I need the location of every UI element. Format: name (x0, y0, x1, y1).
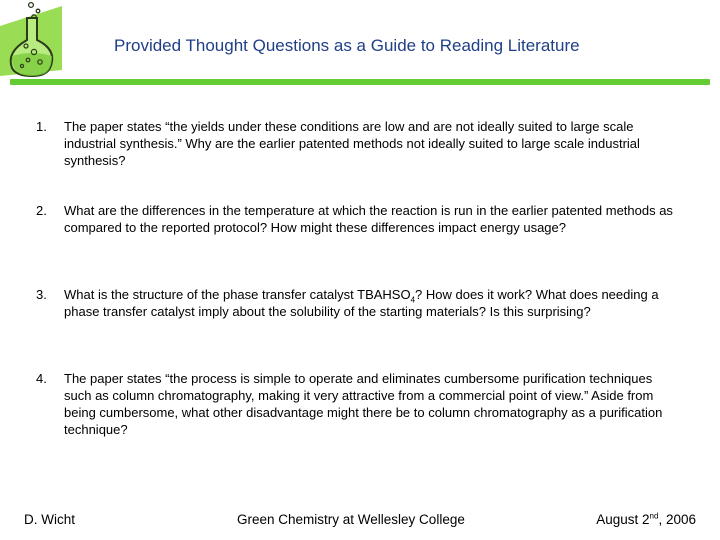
question-text: What are the differences in the temperature at which the reaction is run in the earlier patented methods as compared to the reported protocol? How might these differences impact energy usage? (64, 203, 673, 235)
footer-date (596, 512, 696, 527)
page-title: Provided Thought Questions as a Guide to Reading Literature (114, 36, 580, 55)
question-number: 4. (36, 371, 47, 386)
footer-date-suffix: , 2006 (658, 512, 696, 527)
question-number: 1. (36, 119, 47, 134)
footer-institution: Green Chemistry at Wellesley College (237, 512, 465, 527)
question-number: 2. (36, 203, 47, 218)
footer-author: D. Wicht (24, 512, 76, 527)
flask-icon (0, 0, 64, 80)
question-text: The paper states “the yields under these conditions are low and are not ideally suited to large scale industrial synthesis.” Why are the earlier patented methods not ideally suited to large scale industrial synthesis? (64, 119, 640, 168)
question-text-part: What is the structure of the phase transfer catalyst TBAHSO (64, 287, 411, 302)
question-text-part: ? How does it work? What does needing a phase transfer catalyst imply about the solubility of the starting materials? Is this surprising? (64, 287, 659, 319)
question-text (64, 286, 682, 320)
question-number: 3. (36, 287, 47, 302)
title-divider (10, 79, 710, 85)
subscript-text: 4 (410, 295, 416, 305)
footer-date-superscript: nd (649, 511, 659, 521)
footer-date-prefix: August 2 (596, 512, 650, 527)
question-text: The paper states “the process is simple to operate and eliminates cumbersome purification techniques such as column chromatography, making it very attractive from a commercial point of view.” Aside from being cumbersome, what other disadvantage might there be to column chromatography as a purification technique? (64, 371, 663, 437)
